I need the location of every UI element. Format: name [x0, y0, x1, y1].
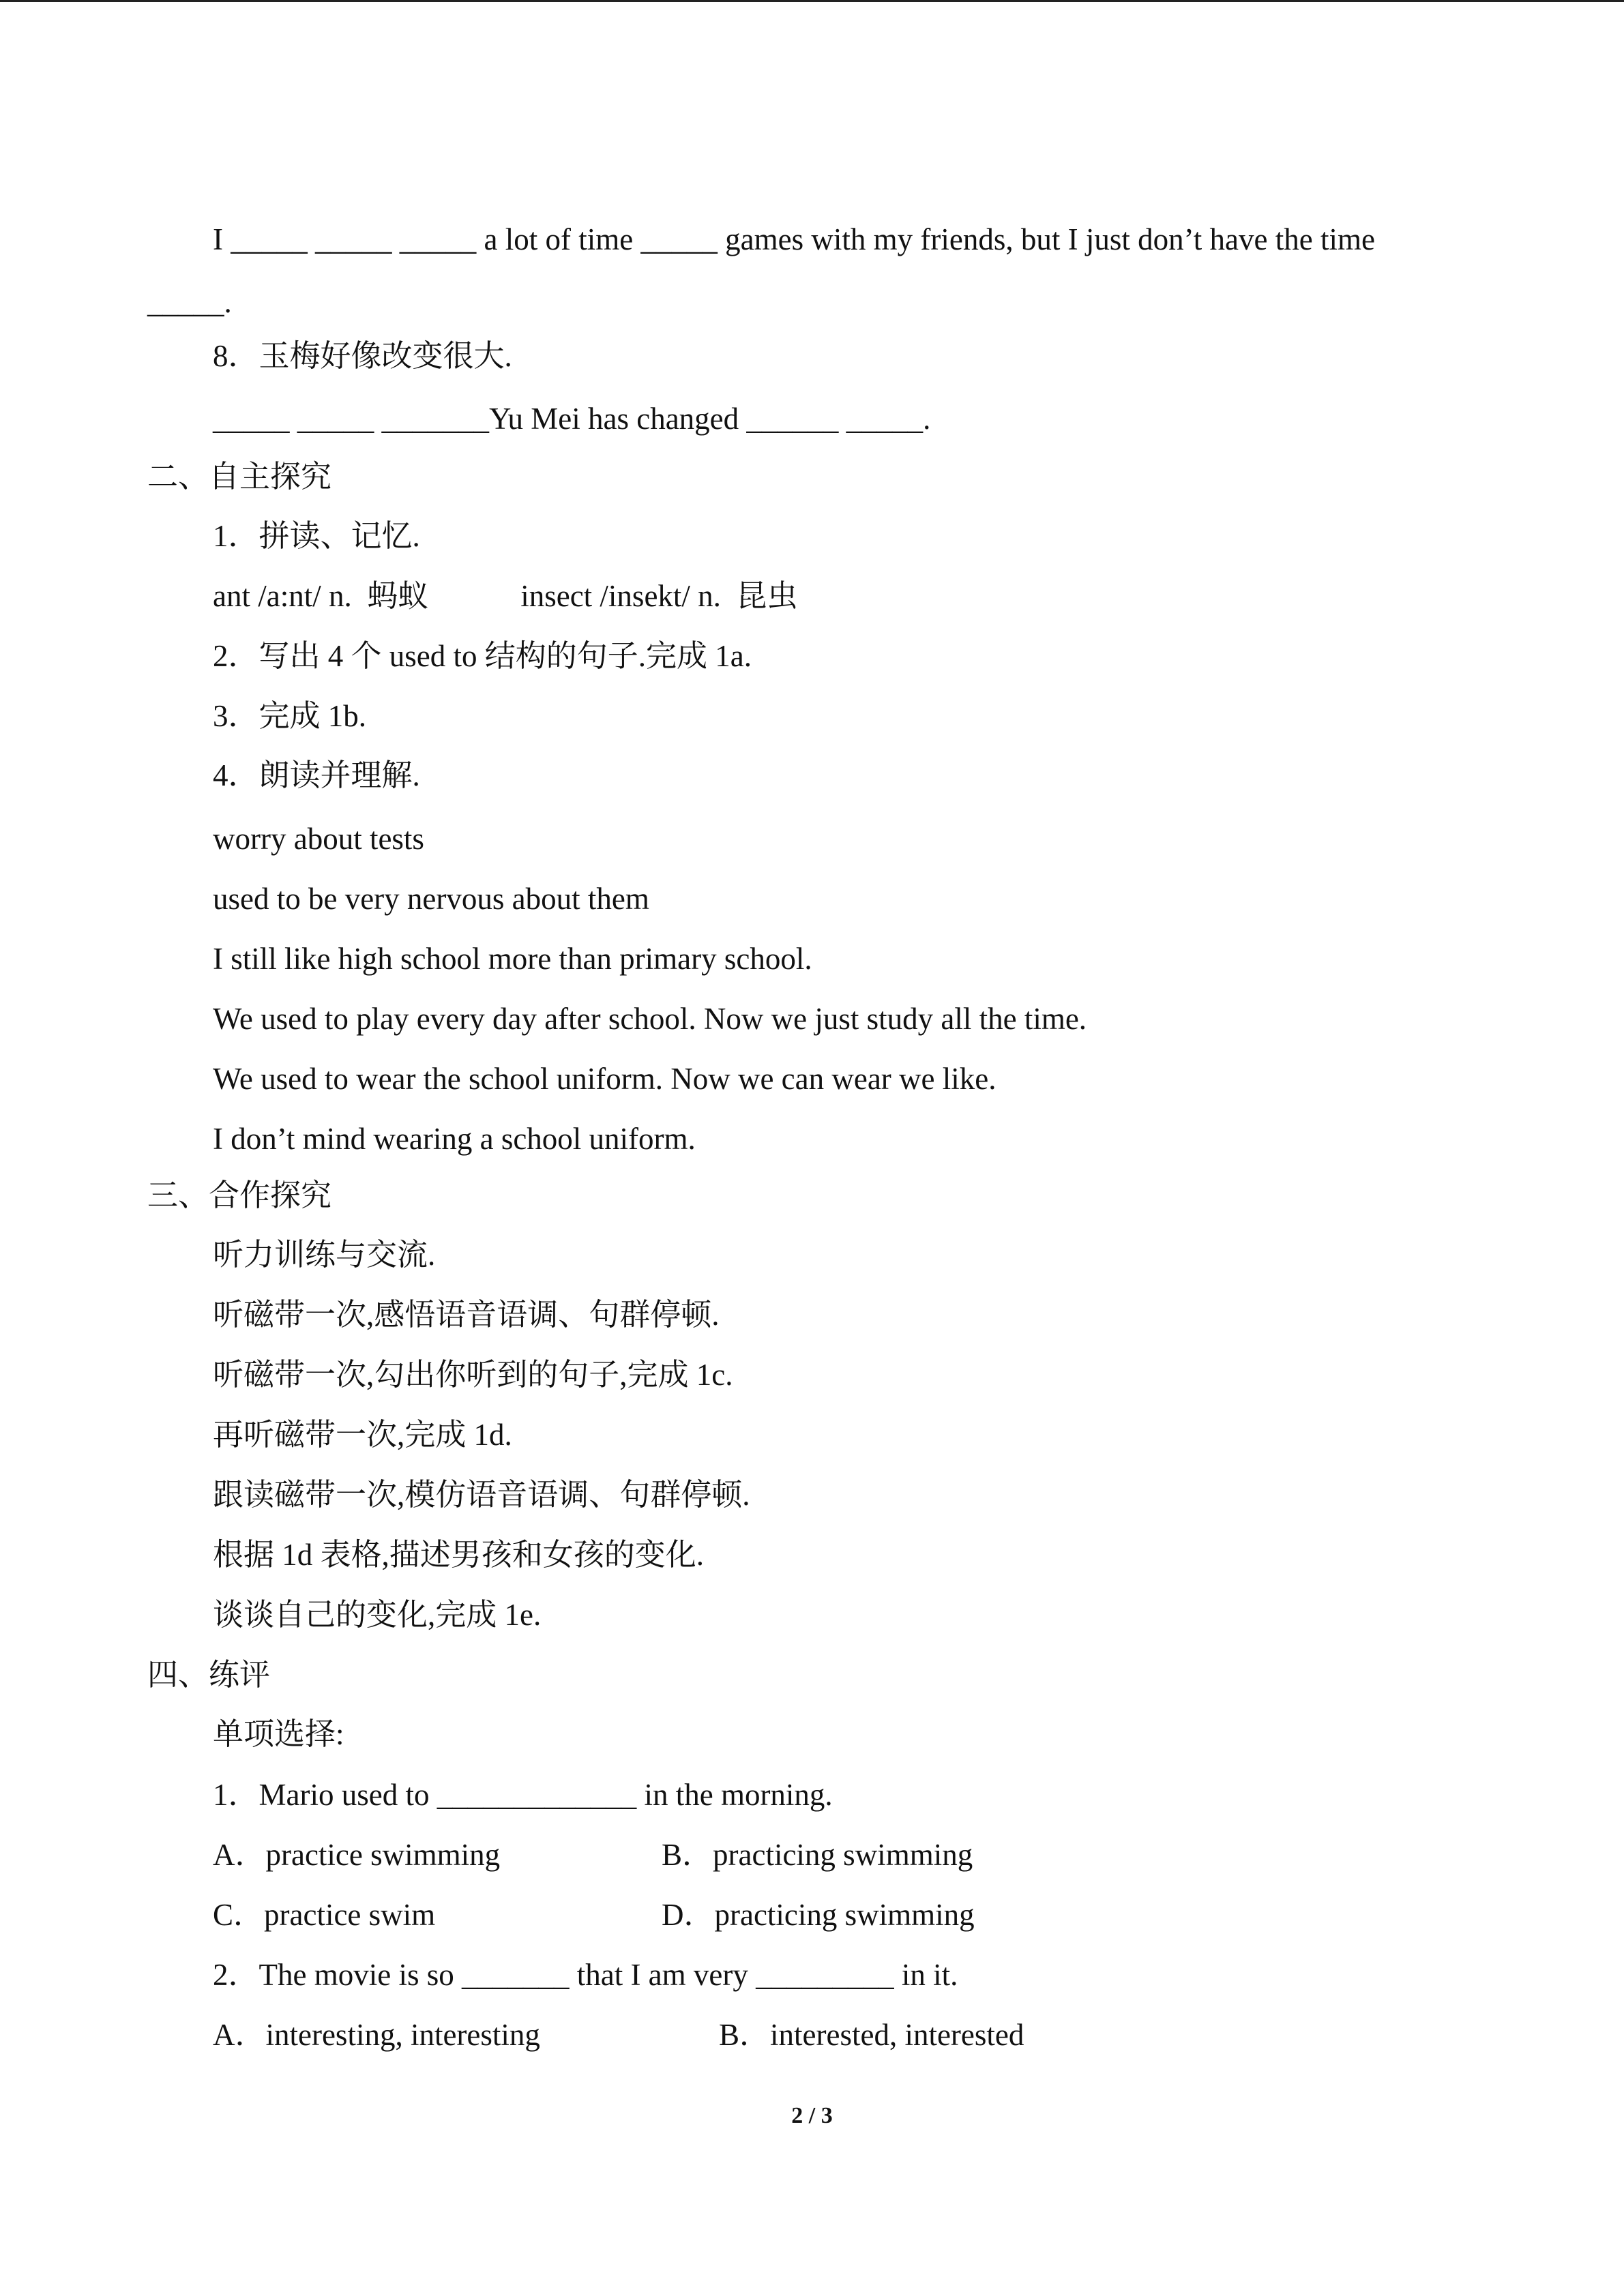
q1-option-d: D．practicing swimming: [662, 1898, 975, 1932]
question-2: 2．The movie is so _______ that I am very _________ in it.: [213, 1958, 958, 1992]
section-4-title: 四、练评: [147, 1658, 271, 1692]
q7-line: I _____ _____ _____ a lot of time _____ games with my friends, but I just don’t have the time: [213, 222, 1375, 256]
s3-item-7: 谈谈自己的变化,完成 1e.: [213, 1598, 542, 1632]
q7-continuation: _____.: [147, 285, 232, 319]
section-2-title: 二、自主探究: [147, 460, 332, 494]
q1-option-b: B．practicing swimming: [662, 1838, 973, 1872]
q8-english: _____ _____ _______Yu Mei has changed ______ _____.: [213, 402, 931, 436]
reading-6: I don’t mind wearing a school uniform.: [213, 1122, 696, 1156]
section-3-title: 三、合作探究: [147, 1178, 332, 1212]
s2-vocab: ant /a:nt/ n. 蚂蚁 insect /insekt/ n. 昆虫: [213, 579, 798, 613]
s3-item-4: 再听磁带一次,完成 1d.: [213, 1418, 512, 1452]
reading-2: used to be very nervous about them: [213, 882, 649, 916]
s3-item-1: 听力训练与交流.: [213, 1238, 436, 1272]
reading-4: We used to play every day after school. Now we just study all the time.: [213, 1002, 1087, 1036]
question-1: 1．Mario used to _____________ in the morning.: [213, 1778, 833, 1812]
s4-subtitle: 单项选择:: [213, 1717, 344, 1751]
s3-item-6: 根据 1d 表格,描述男孩和女孩的变化.: [213, 1538, 705, 1572]
s2-item-4: 4．朗读并理解.: [213, 758, 420, 792]
q2-option-a: A．interesting, interesting: [213, 2018, 540, 2052]
s3-item-3: 听磁带一次,勾出你听到的句子,完成 1c.: [213, 1358, 733, 1392]
reading-3: I still like high school more than primary school.: [213, 942, 812, 976]
q1-option-a: A．practice swimming: [213, 1838, 501, 1872]
s3-item-2: 听磁带一次,感悟语音语调、句群停顿.: [213, 1298, 720, 1332]
s2-item-3: 3．完成 1b.: [213, 699, 367, 733]
q1-option-c: C．practice swim: [213, 1898, 436, 1932]
s2-item-1: 1．拼读、记忆.: [213, 519, 420, 553]
s2-item-2: 2．写出 4 个 used to 结构的句子.完成 1a.: [213, 639, 752, 673]
s3-item-5: 跟读磁带一次,模仿语音语调、句群停顿.: [213, 1478, 750, 1512]
page-number: 2 / 3: [791, 2103, 833, 2128]
q2-option-b: B．interested, interested: [719, 2018, 1024, 2052]
reading-5: We used to wear the school uniform. Now we can wear we like.: [213, 1062, 996, 1096]
reading-1: worry about tests: [213, 822, 424, 856]
q8-chinese: 8．玉梅好像改变很大.: [213, 339, 512, 373]
top-border: [0, 0, 1624, 2]
